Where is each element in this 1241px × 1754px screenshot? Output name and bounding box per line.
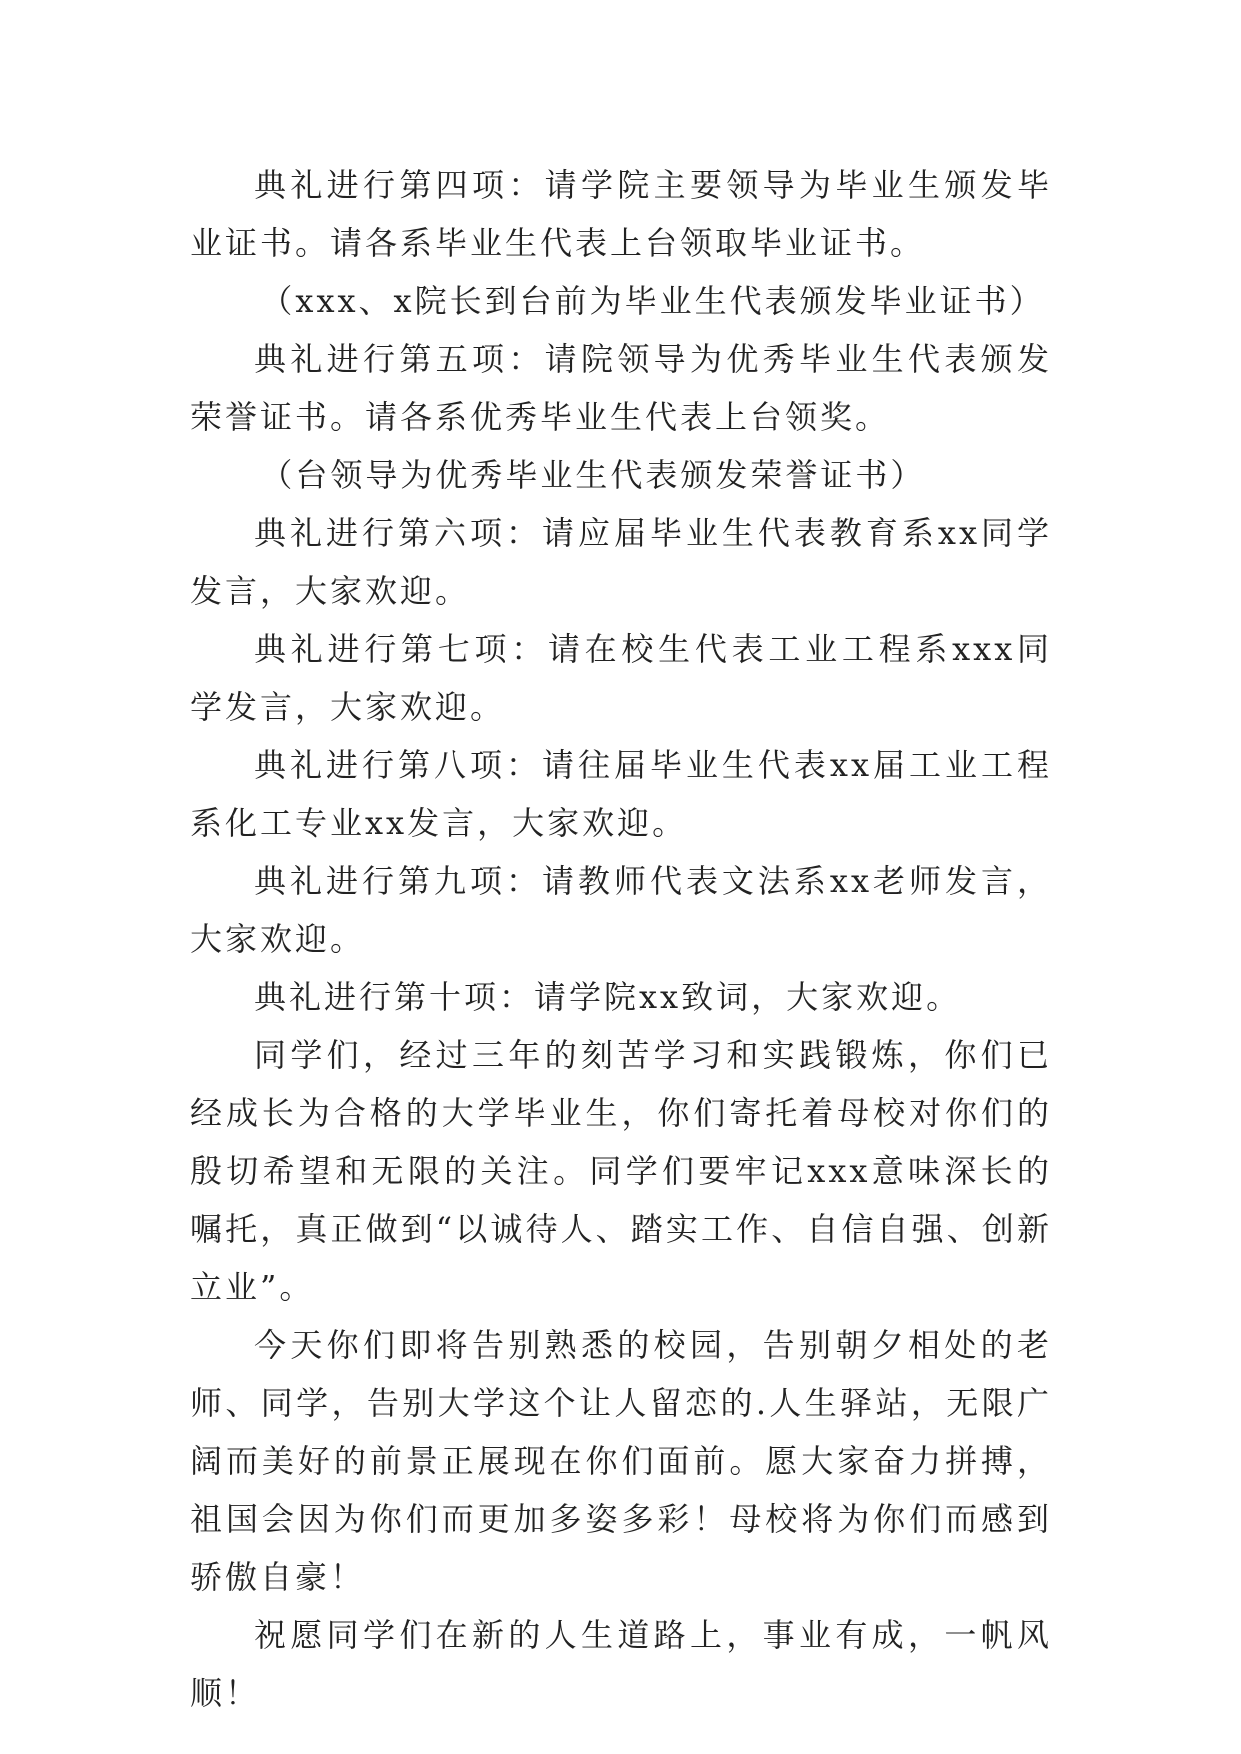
paragraph-note-certificates: （xxx、x院长到台前为毕业生代表颁发毕业证书） [260, 282, 1045, 320]
paragraph-note-honors: （台领导为优秀毕业生代表颁发荣誉证书） [260, 456, 926, 494]
paragraph-item-10: 典礼进行第十项：请学院xx致词，大家欢迎。 [254, 978, 962, 1016]
paragraph-item-8: 典礼进行第八项：请往届毕业生代表xx届工业工程系化工专业xx发言，大家欢迎。 [190, 746, 1052, 842]
paragraph-item-6: 典礼进行第六项：请应届毕业生代表教育系xx同学发言，大家欢迎。 [190, 514, 1052, 610]
paragraph-item-5: 典礼进行第五项：请院领导为优秀毕业生代表颁发荣誉证书。请各系优秀毕业生代表上台领奖。 [190, 340, 1052, 436]
paragraph-closing: 祝愿同学们在新的人生道路上，事业有成，一帆风顺！ [190, 1616, 1052, 1712]
paragraph-item-9: 典礼进行第九项：请教师代表文法系xx老师发言，大家欢迎。 [190, 862, 1052, 958]
paragraph-item-7: 典礼进行第七项：请在校生代表工业工程系xxx同学发言，大家欢迎。 [190, 630, 1052, 726]
paragraph-item-4: 典礼进行第四项：请学院主要领导为毕业生颁发毕业证书。请各系毕业生代表上台领取毕业证书。 [190, 166, 1052, 262]
document-body [190, 156, 1052, 1722]
paragraph-address-2: 今天你们即将告别熟悉的校园，告别朝夕相处的老师、同学，告别大学这个让人留恋的.人生驿站，无限广阔而美好的前景正展现在你们面前。愿大家奋力拼搏，祖国会因为你们而更加多姿多彩！母校将为你们而感到骄傲自豪！ [190, 1326, 1052, 1596]
paragraph-address-1: 同学们，经过三年的刻苦学习和实践锻炼，你们已经成长为合格的大学毕业生，你们寄托着母校对你们的殷切希望和无限的关注。同学们要牢记xxx意味深长的嘱托，真正做到“以诚待人、踏实工作、自信自强、创新立业”。 [190, 1036, 1052, 1306]
